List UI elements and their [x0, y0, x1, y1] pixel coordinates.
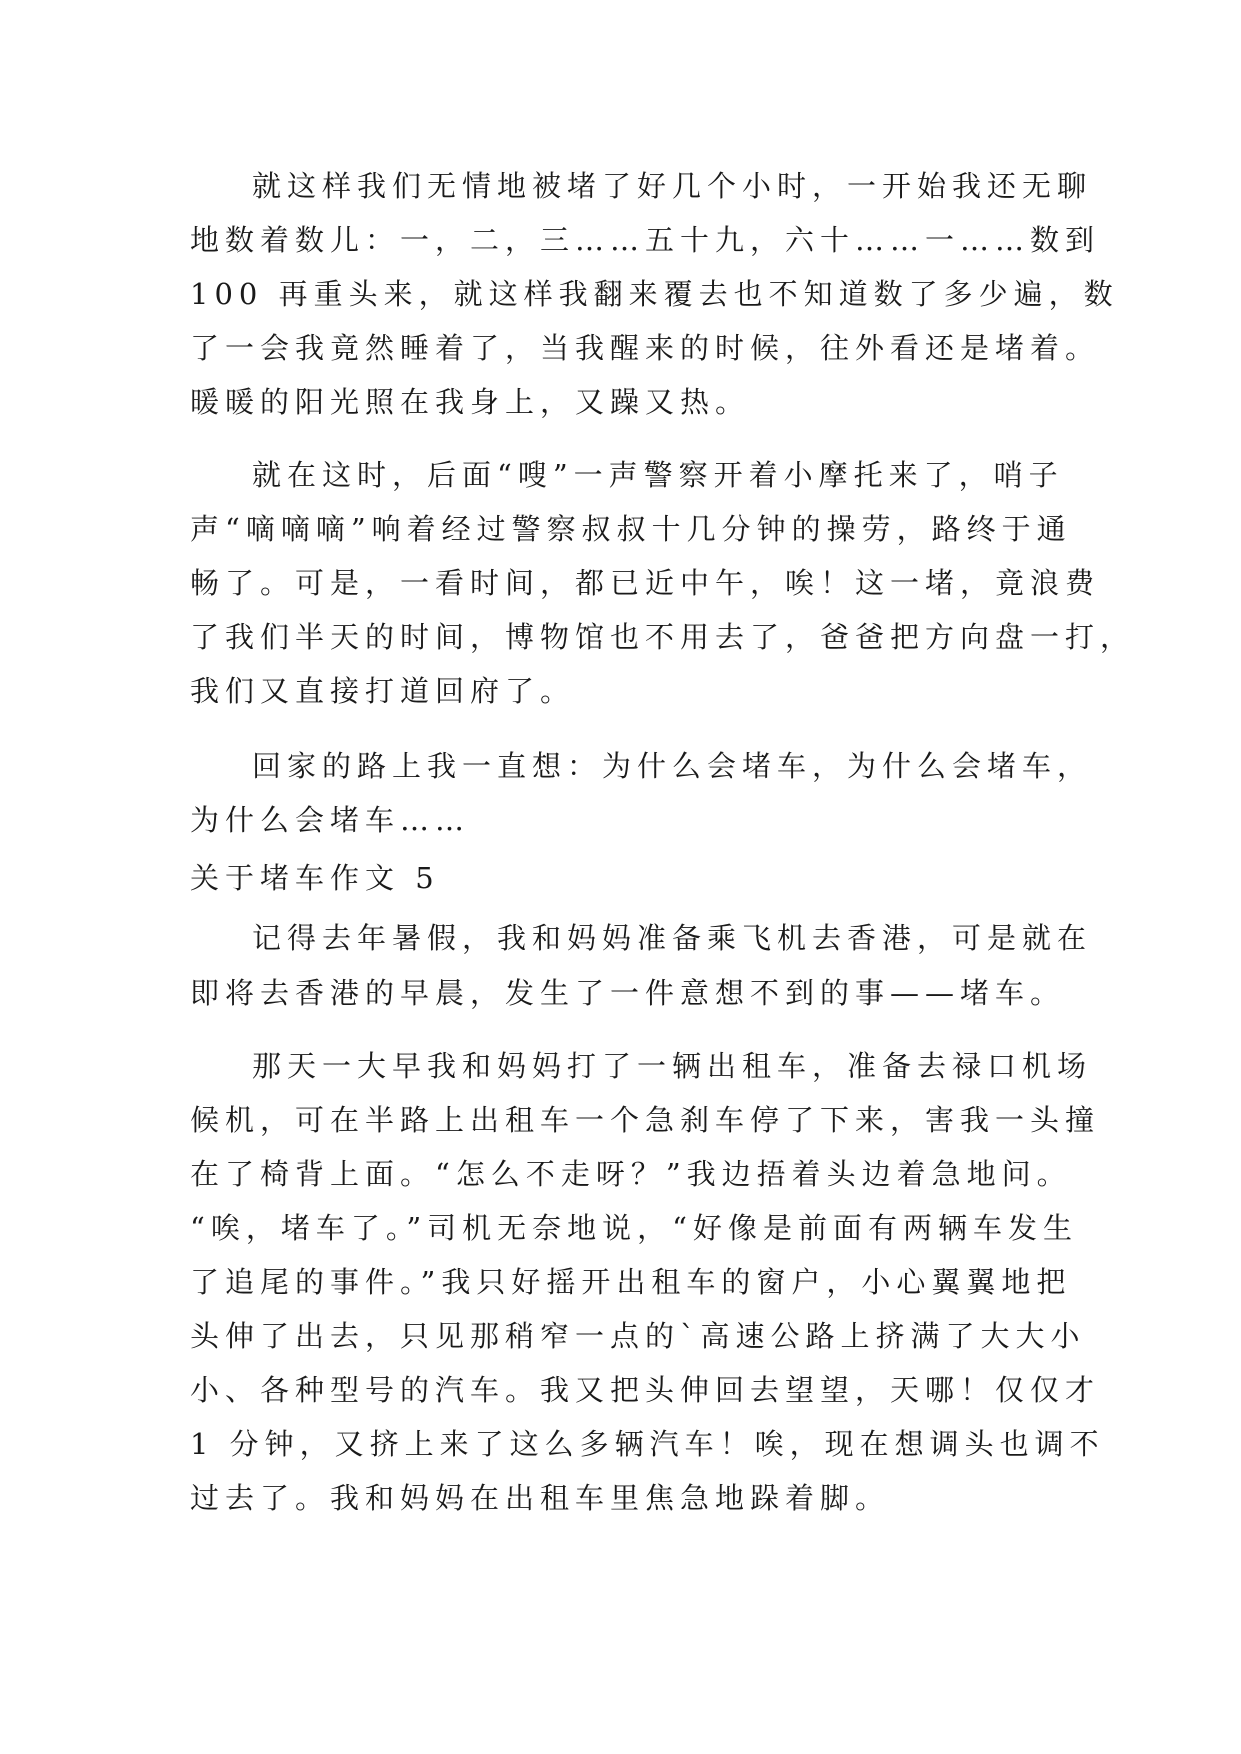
text-line: 小、各种型号的汽车。我又把头伸回去望望，天哪！仅仅才 — [190, 1373, 1101, 1407]
text-line: 我们又直接打道回府了。 — [190, 674, 576, 708]
text-line: “唉，堵车了。”司机无奈地说，“好像是前面有两辆车发生 — [190, 1211, 1078, 1245]
text-line: 过去了。我和妈妈在出租车里焦急地跺着脚。 — [190, 1481, 891, 1515]
text-line: 头伸了出去，只见那稍窄一点的`高速公路上挤满了大大小 — [190, 1319, 1086, 1353]
text-line: 就在这时，后面“嗖”一声警察开着小摩托来了，哨子 — [252, 458, 1064, 492]
text-line: 了追尾的事件。”我只好摇开出租车的窗户，小心翼翼地把 — [190, 1265, 1072, 1299]
text-line: 在了椅背上面。“怎么不走呀？”我边捂着头边着急地问。 — [190, 1157, 1072, 1191]
text-line: 100 再重头来，就这样我翻来覆去也不知道数了多少遍，数 — [190, 277, 1119, 311]
text-line: 候机，可在半路上出租车一个急刹车停了下来，害我一头撞 — [190, 1103, 1101, 1137]
text-line: 回家的路上我一直想：为什么会堵车，为什么会堵车， — [252, 749, 1093, 783]
text-line: 声“嘀嘀嘀”响着经过警察叔叔十几分钟的操劳，路终于通 — [190, 512, 1072, 546]
text-line: 即将去香港的早晨，发生了一件意想不到的事——堵车。 — [190, 976, 1066, 1010]
text-line: 暖暖的阳光照在我身上，又躁又热。 — [190, 385, 751, 419]
text-line: 就这样我们无情地被堵了好几个小时，一开始我还无聊 — [252, 169, 1093, 203]
text-line: 地数着数儿：一，二，三……五十九，六十……一……数到 — [190, 223, 1101, 257]
section-heading: 关于堵车作文 5 — [190, 861, 440, 895]
text-line: 了我们半天的时间，博物馆也不用去了，爸爸把方向盘一打， — [190, 620, 1136, 654]
text-line: 记得去年暑假，我和妈妈准备乘飞机去香港，可是就在 — [252, 921, 1093, 955]
text-line: 畅了。可是，一看时间，都已近中午，唉！这一堵，竟浪费 — [190, 566, 1101, 600]
text-line: 1 分钟，又挤上来了这么多辆汽车！唉，现在想调头也调不 — [190, 1427, 1105, 1461]
text-line: 那天一大早我和妈妈打了一辆出租车，准备去禄口机场 — [252, 1049, 1093, 1083]
text-line: 为什么会堵车…… — [190, 803, 471, 837]
text-line: 了一会我竟然睡着了，当我醒来的时候，往外看还是堵着。 — [190, 331, 1101, 365]
